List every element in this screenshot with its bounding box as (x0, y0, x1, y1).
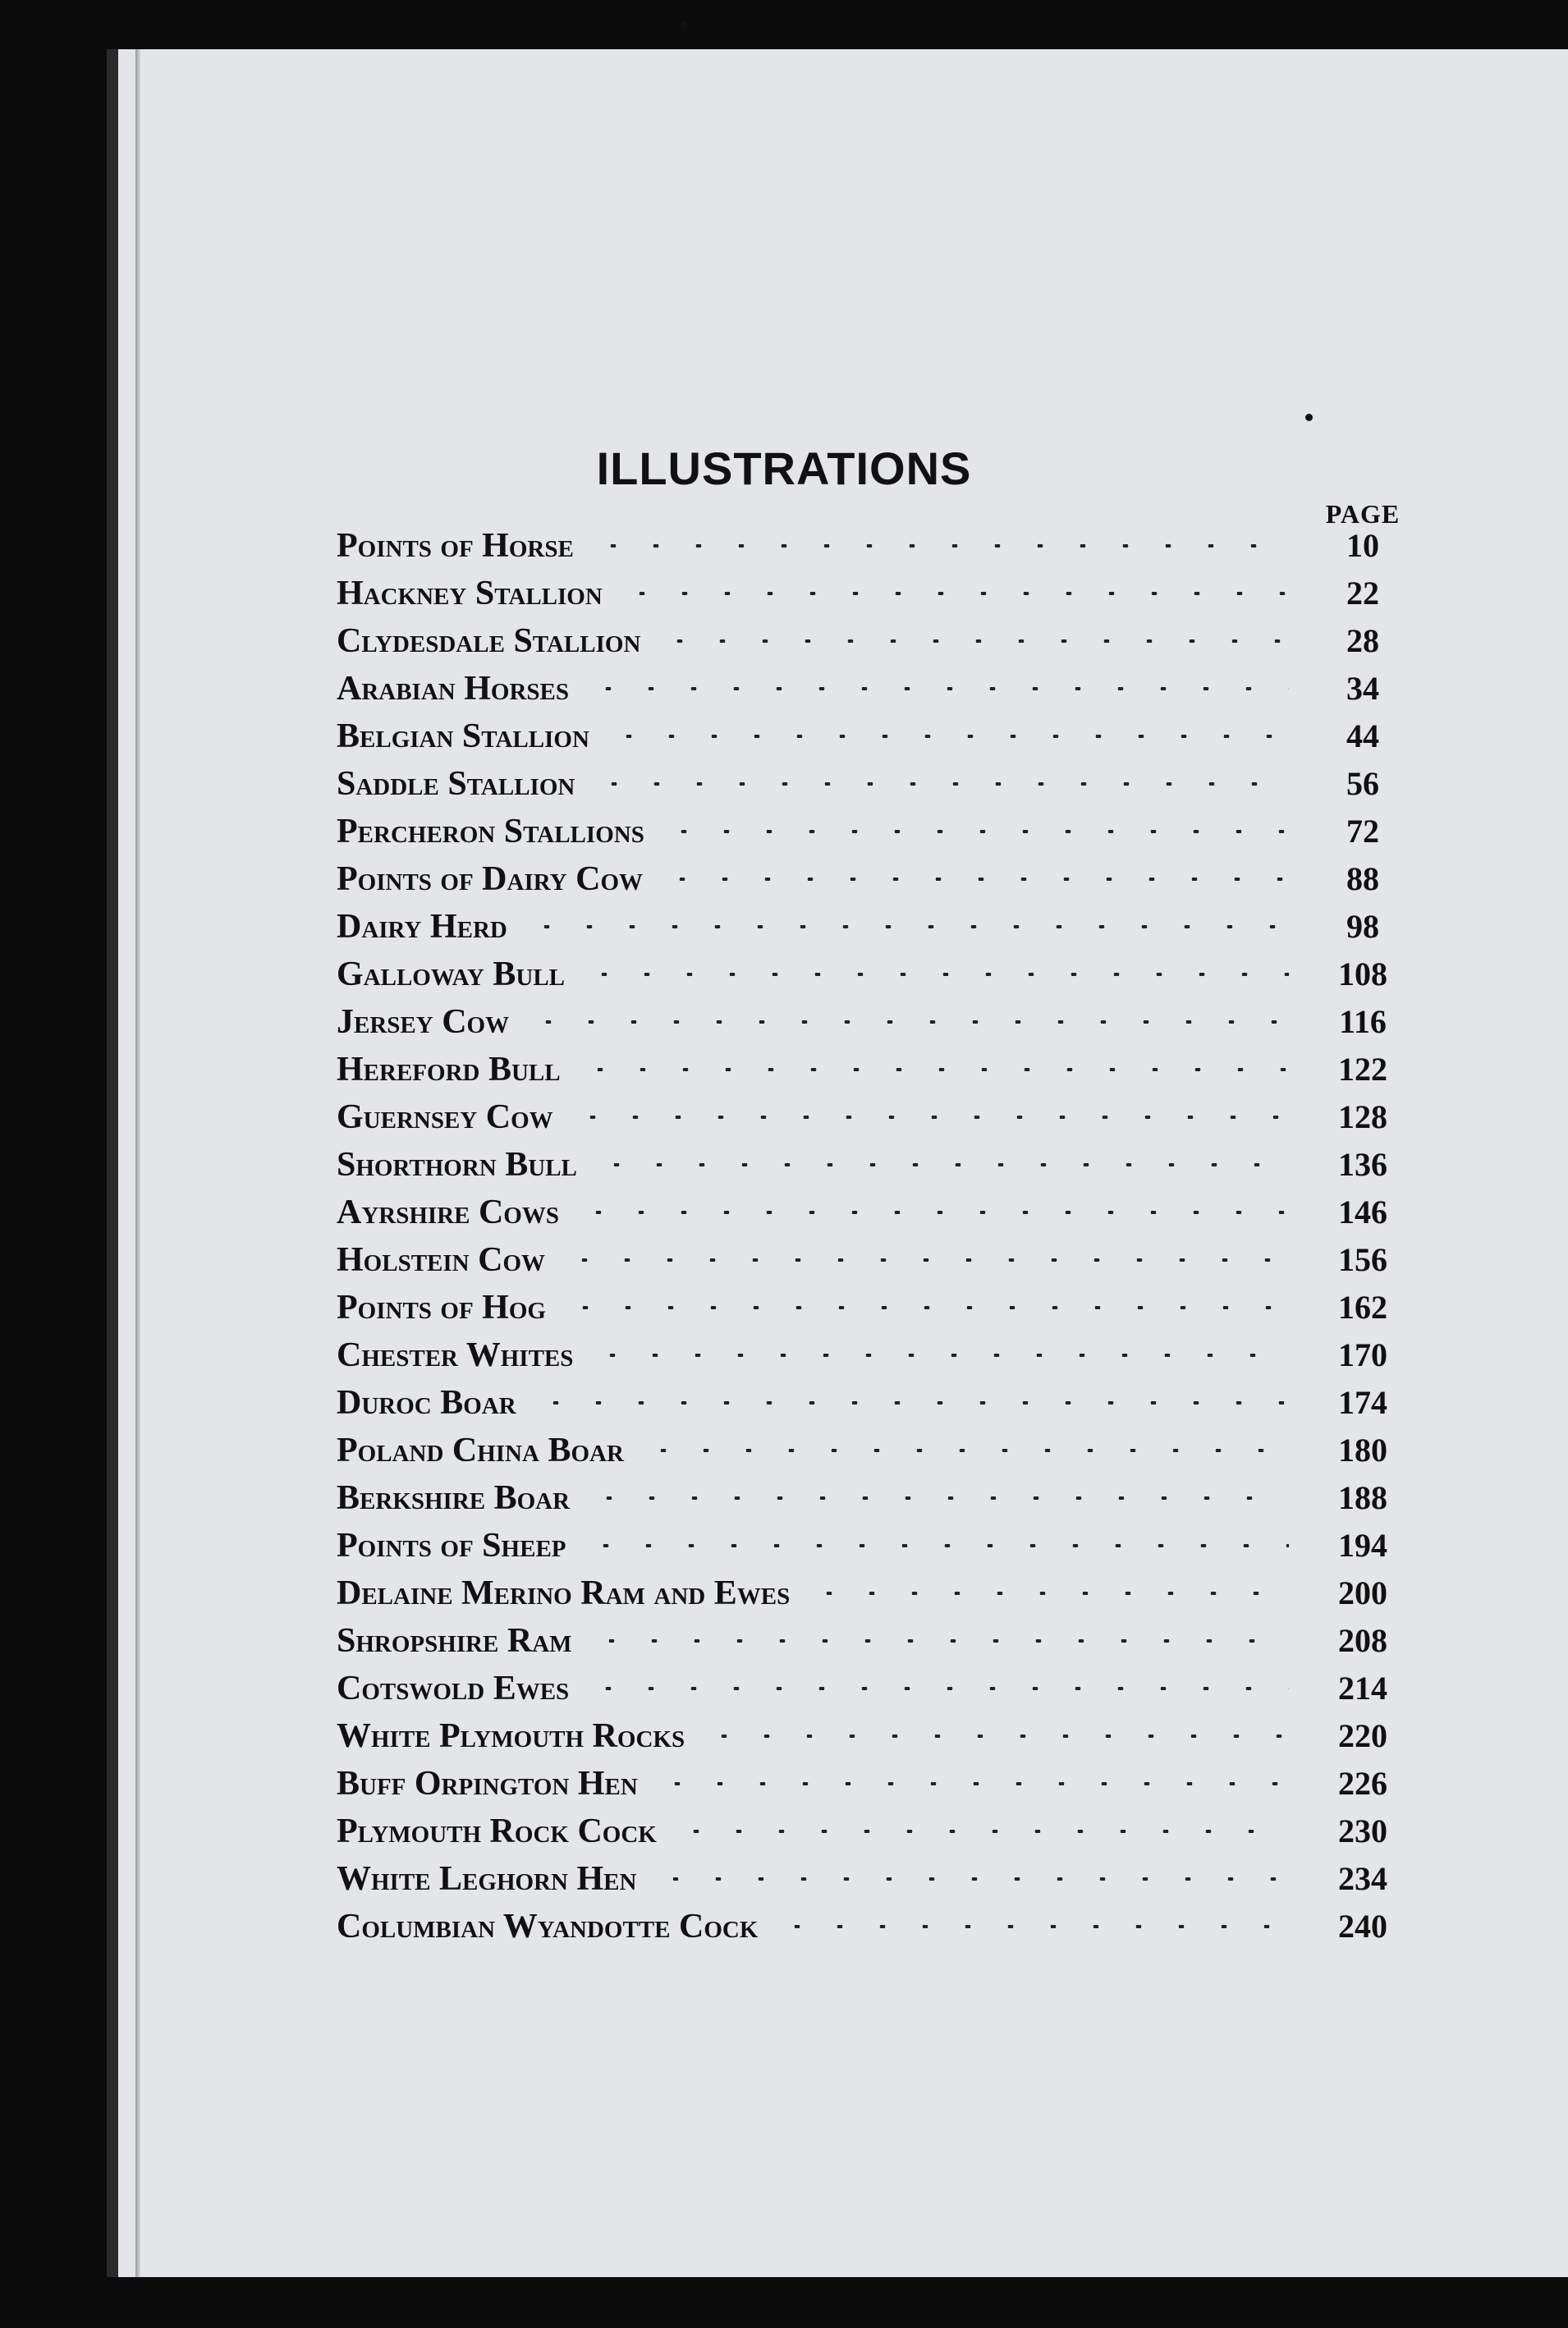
page-number: 240 (1338, 1908, 1387, 1945)
page-number: 28 (1346, 622, 1379, 659)
dot-leader (590, 1639, 1289, 1643)
illustration-name: Shorthorn Bull (337, 1146, 577, 1184)
list-item (337, 1331, 1404, 1379)
illustration-name: Plymouth Rock Cock (337, 1812, 657, 1850)
page-number: 180 (1338, 1432, 1387, 1469)
dot-leader (607, 735, 1289, 738)
illustration-name: Points of Hog (337, 1289, 546, 1327)
page-number: 162 (1338, 1289, 1387, 1326)
illustration-name: Columbian Wyandotte Cock (337, 1908, 759, 1945)
list-item (337, 1665, 1404, 1712)
page-number: 230 (1338, 1812, 1387, 1849)
list-item (337, 760, 1404, 808)
page-number: 200 (1338, 1574, 1387, 1611)
illustration-name: Points of Dairy Cow (337, 860, 643, 898)
page-number: 234 (1338, 1860, 1387, 1897)
page-title: ILLUSTRATIONS (596, 442, 972, 494)
page-number: 44 (1346, 717, 1379, 754)
list-item (337, 1141, 1404, 1189)
illustration-name: Galloway Bull (337, 955, 566, 993)
illustration-name: Poland China Boar (337, 1432, 624, 1469)
illustration-name: Arabian Horses (337, 670, 569, 708)
dot-leader (658, 639, 1289, 643)
dot-leader (588, 1496, 1289, 1500)
page-number: 226 (1338, 1765, 1387, 1802)
page-number: 208 (1338, 1622, 1387, 1659)
list-item (337, 1617, 1404, 1665)
page-number: 214 (1338, 1670, 1387, 1707)
dot-leader (621, 592, 1289, 595)
list-item (337, 617, 1404, 665)
illustration-name: Delaine Merino Ram and Ewes (337, 1574, 791, 1612)
list-item (337, 713, 1404, 760)
list-item (337, 1903, 1404, 1950)
page-number: 116 (1339, 1003, 1387, 1040)
page-number: 156 (1338, 1241, 1387, 1278)
page-number: 122 (1338, 1051, 1387, 1088)
illustration-name: Berkshire Boar (337, 1479, 571, 1517)
illustration-name: Buff Orpington Hen (337, 1765, 638, 1803)
list-item (337, 1427, 1404, 1474)
illustration-name: White Leghorn Hen (337, 1860, 637, 1898)
page-number: 174 (1338, 1384, 1387, 1421)
dot-leader (776, 1925, 1289, 1928)
page-number: 136 (1338, 1146, 1387, 1183)
dot-leader (577, 1211, 1289, 1214)
list-item (337, 1046, 1404, 1093)
dot-leader (663, 830, 1289, 833)
dot-leader (661, 878, 1289, 881)
dot-leader (583, 973, 1289, 976)
page-spine-shadow (135, 49, 140, 2277)
illustration-name: Points of Sheep (337, 1527, 566, 1565)
page-number: 188 (1338, 1479, 1387, 1516)
page-column-header: PAGE (1325, 499, 1401, 529)
list-item (337, 1189, 1404, 1236)
dot-leader (656, 1782, 1289, 1785)
list-item (337, 665, 1404, 713)
list-item (337, 1236, 1404, 1284)
page-number: 146 (1338, 1194, 1387, 1230)
page-number: 194 (1338, 1527, 1387, 1564)
illustration-name: Jersey Cow (337, 1003, 510, 1041)
illustrations-list (337, 522, 1404, 1950)
illustration-name: Hackney Stallion (337, 575, 603, 612)
dot-leader (564, 1306, 1289, 1309)
list-item (337, 522, 1404, 570)
list-item (337, 1474, 1404, 1522)
dot-leader (654, 1877, 1289, 1881)
list-item (337, 951, 1404, 998)
list-item (337, 1093, 1404, 1141)
list-item (337, 1760, 1404, 1808)
list-item (337, 808, 1404, 855)
illustration-name: Shropshire Ram (337, 1622, 572, 1660)
illustration-name: Holstein Cow (337, 1241, 545, 1279)
page-number: 98 (1346, 908, 1379, 945)
illustration-name: Hereford Bull (337, 1051, 561, 1088)
illustration-name: Points of Horse (337, 527, 574, 565)
dot-leader (579, 1068, 1289, 1071)
dot-leader (585, 1544, 1290, 1547)
dot-leader (587, 687, 1289, 690)
list-item (337, 1379, 1404, 1427)
page-number: 56 (1346, 765, 1379, 802)
page-number: 88 (1346, 860, 1379, 897)
page-number: 72 (1346, 813, 1379, 850)
dot-leader (595, 1163, 1289, 1166)
list-item (337, 1808, 1404, 1855)
list-item (337, 855, 1404, 903)
page-number: 108 (1338, 955, 1387, 992)
illustration-name: Chester Whites (337, 1336, 574, 1374)
illustration-name: White Plymouth Rocks (337, 1717, 685, 1755)
page-number: 128 (1338, 1098, 1387, 1135)
illustration-name: Percheron Stallions (337, 813, 644, 850)
dot-leader (525, 925, 1289, 928)
dot-leader (592, 544, 1289, 548)
dot-leader (703, 1735, 1289, 1738)
illustration-name: Belgian Stallion (337, 717, 589, 755)
page-number: 34 (1346, 670, 1379, 707)
illustration-name: Ayrshire Cows (337, 1194, 559, 1231)
scan-speck (1305, 414, 1313, 421)
page-number: 10 (1346, 527, 1379, 564)
dot-leader (571, 1116, 1289, 1119)
dot-leader (527, 1020, 1289, 1024)
dot-leader (642, 1449, 1289, 1452)
list-item (337, 998, 1404, 1046)
scan-speck (680, 21, 688, 30)
dot-leader (591, 1354, 1289, 1357)
page-number: 220 (1338, 1717, 1387, 1754)
list-item (337, 1284, 1404, 1331)
list-item (337, 1522, 1404, 1570)
illustration-name: Duroc Boar (337, 1384, 516, 1422)
dot-leader (563, 1258, 1289, 1262)
illustration-name: Saddle Stallion (337, 765, 575, 803)
page-number: 170 (1338, 1336, 1387, 1373)
dot-leader (534, 1401, 1289, 1405)
illustration-name: Guernsey Cow (337, 1098, 553, 1136)
dot-leader (675, 1830, 1289, 1833)
dot-leader (808, 1592, 1289, 1595)
list-item (337, 903, 1404, 951)
list-item (337, 570, 1404, 617)
illustration-name: Cotswold Ewes (337, 1670, 570, 1707)
list-item (337, 1712, 1404, 1760)
illustration-name: Clydesdale Stallion (337, 622, 641, 660)
dot-leader (587, 1687, 1289, 1690)
list-item (337, 1855, 1404, 1903)
dot-leader (593, 782, 1289, 786)
page-number: 22 (1346, 575, 1379, 612)
illustration-name: Dairy Herd (337, 908, 507, 946)
list-item (337, 1570, 1404, 1617)
